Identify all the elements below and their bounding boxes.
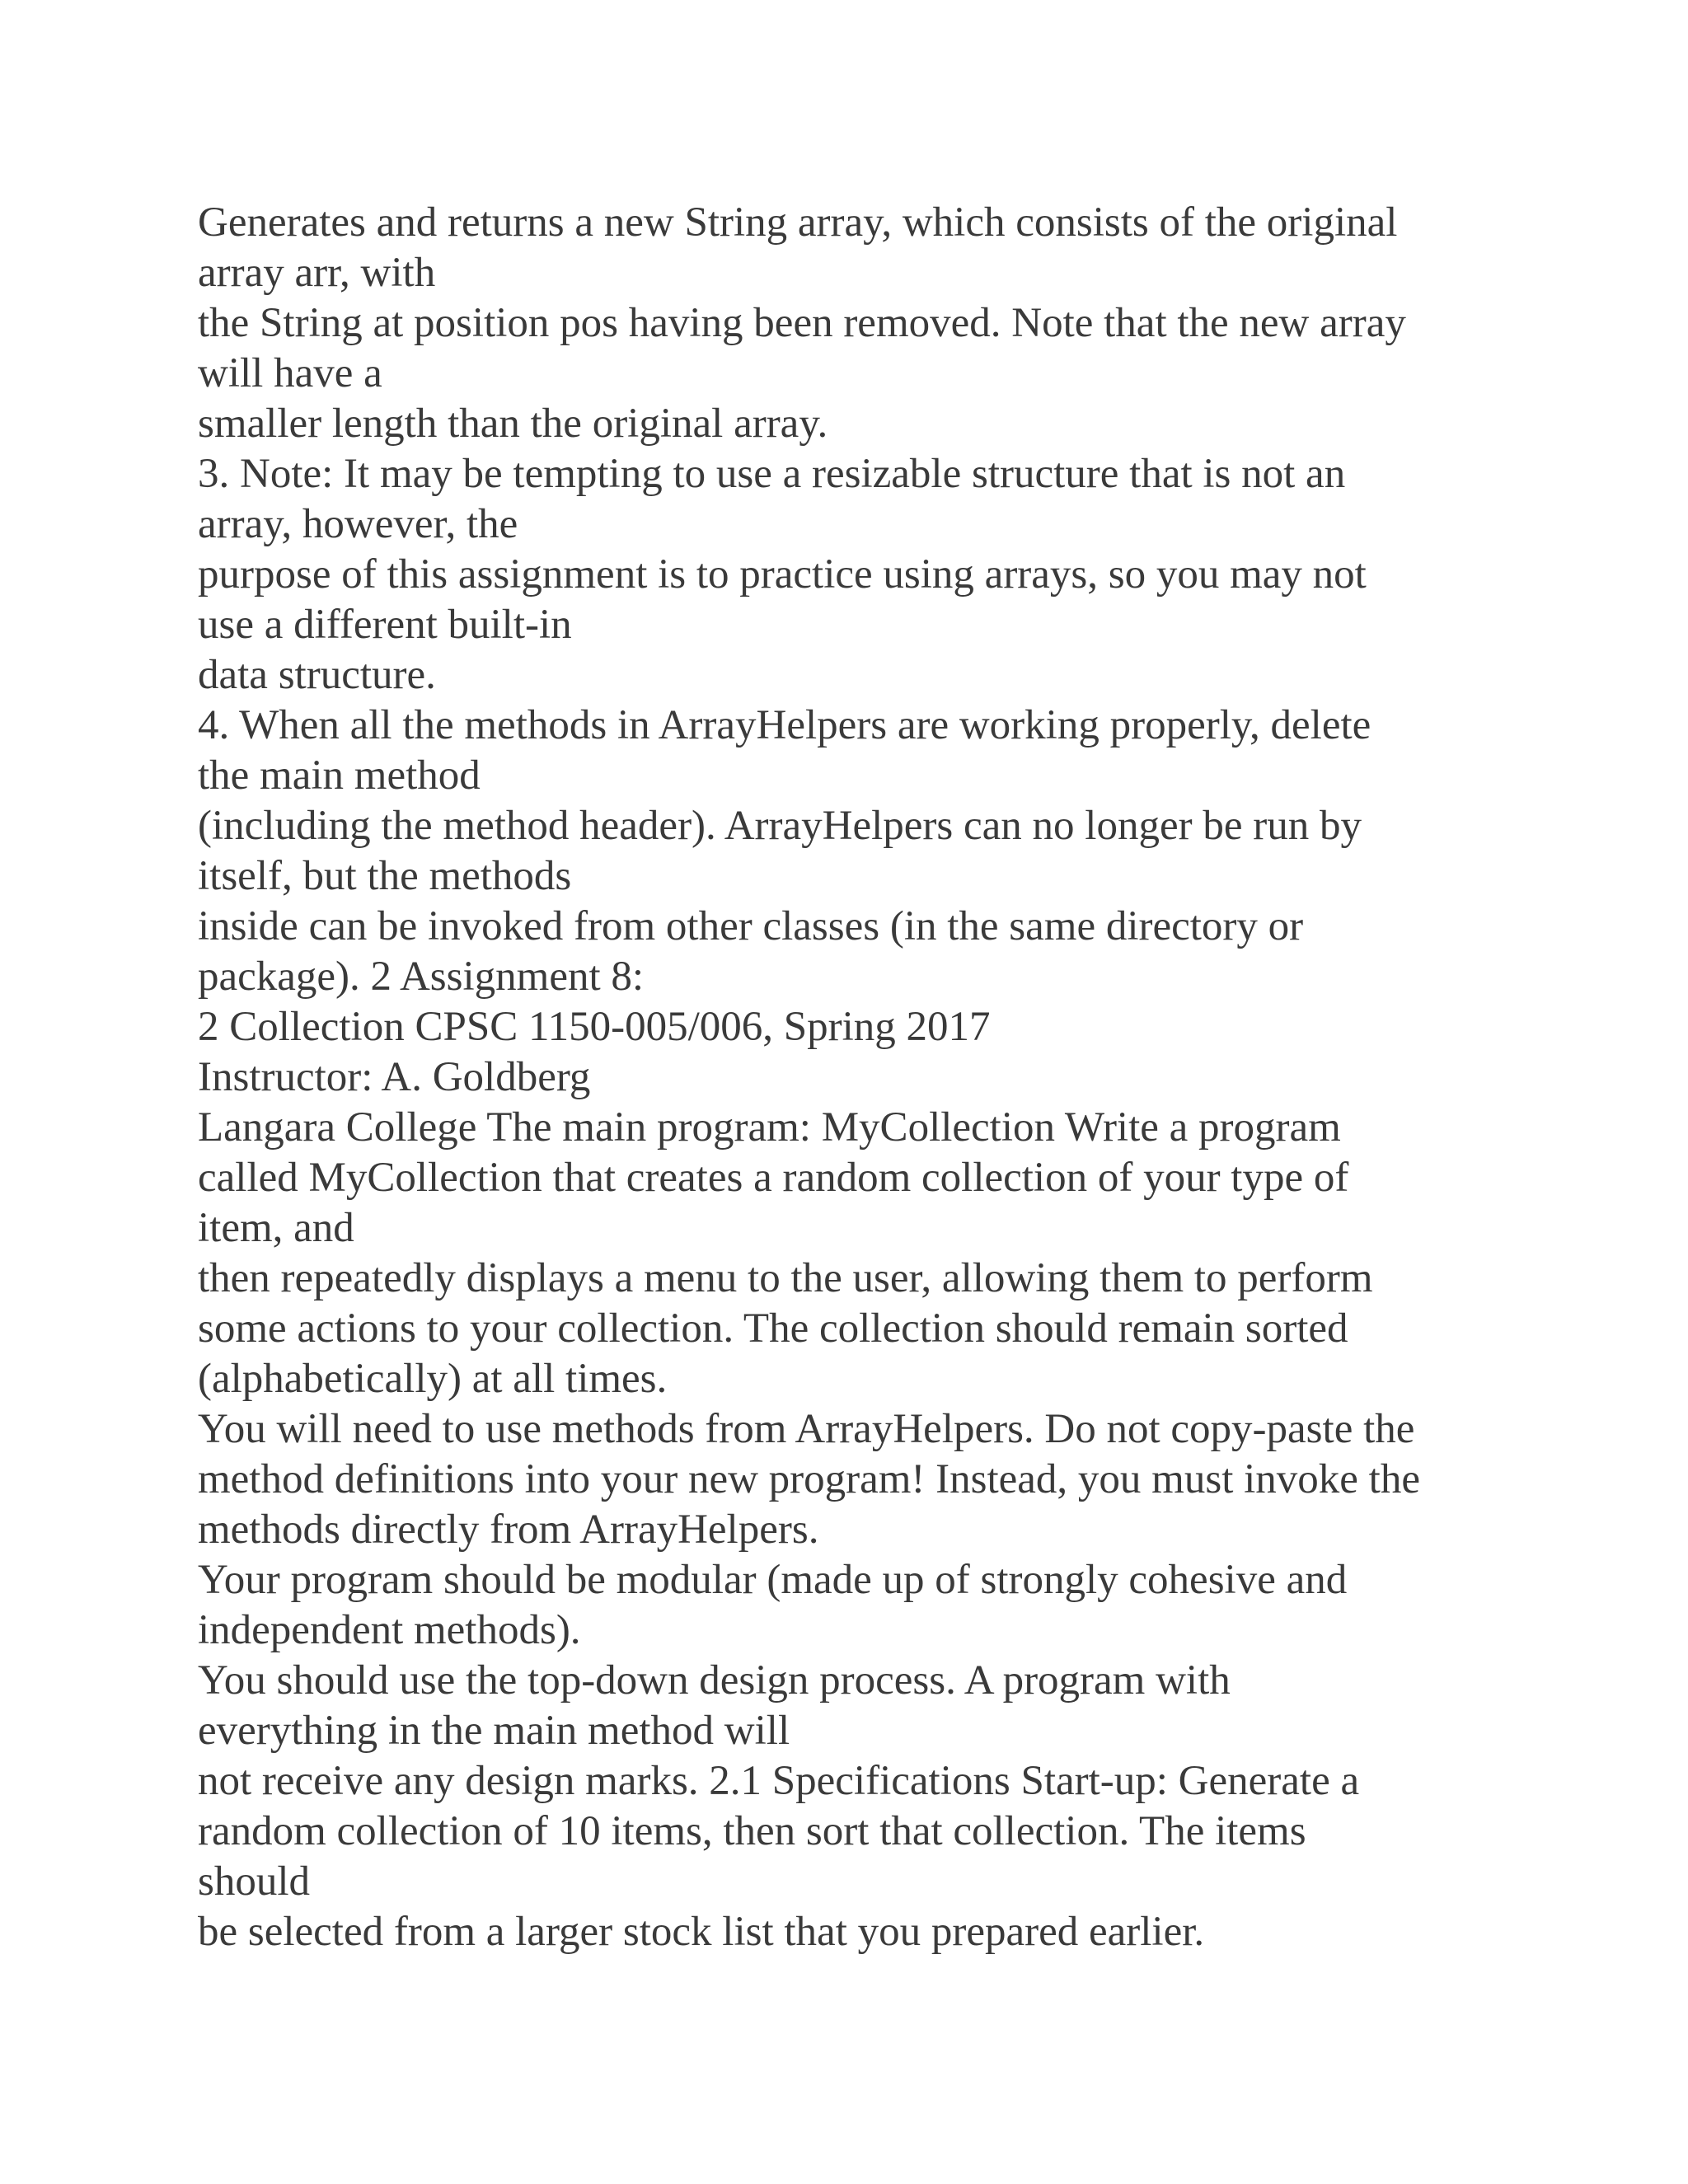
text-line: Generates and returns a new String array, which consists of the original	[198, 199, 1398, 246]
text-line: method definitions into your new program! Instead, you must invoke the	[198, 1456, 1420, 1502]
text-line: should	[198, 1858, 311, 1905]
text-line: 2 Collection CPSC 1150-005/006, Spring 2017	[198, 1004, 991, 1050]
text-line: array arr, with	[198, 250, 436, 296]
text-line: data structure.	[198, 652, 436, 698]
text-line: You will need to use methods from ArrayHelpers. Do not copy-paste the	[198, 1406, 1415, 1452]
text-line: Instructor: A. Goldberg	[198, 1054, 591, 1100]
text-line: purpose of this assignment is to practice using arrays, so you may not	[198, 551, 1367, 598]
text-line: Langara College The main program: MyCollection Write a program	[198, 1104, 1341, 1151]
text-line: smaller length than the original array.	[198, 401, 828, 447]
text-line: 4. When all the methods in ArrayHelpers are working properly, delete	[198, 702, 1372, 748]
text-line: random collection of 10 items, then sort that collection. The items	[198, 1808, 1306, 1854]
text-line: itself, but the methods	[198, 853, 572, 899]
text-line: inside can be invoked from other classes (in the same directory or	[198, 903, 1304, 949]
text-line: package). 2 Assignment 8:	[198, 954, 645, 1000]
text-line: (alphabetically) at all times.	[198, 1356, 668, 1402]
document-body	[198, 198, 1517, 1957]
text-line: 3. Note: It may be tempting to use a resizable structure that is not an	[198, 451, 1346, 497]
text-line: Your program should be modular (made up of strongly cohesive and	[198, 1557, 1348, 1603]
text-line: (including the method header). ArrayHelpers can no longer be run by	[198, 803, 1362, 849]
text-line: use a different built-in	[198, 602, 572, 648]
text-line: array, however, the	[198, 501, 518, 547]
text-line: the main method	[198, 752, 481, 799]
text-line: You should use the top-down design process. A program with	[198, 1657, 1231, 1704]
text-line: called MyCollection that creates a random collection of your type of	[198, 1155, 1349, 1201]
text-line: some actions to your collection. The collection should remain sorted	[198, 1305, 1348, 1352]
text-line: everything in the main method will	[198, 1708, 790, 1754]
text-line: then repeatedly displays a menu to the user, allowing them to perform	[198, 1255, 1373, 1301]
text-line: independent methods).	[198, 1607, 581, 1653]
text-line: methods directly from ArrayHelpers.	[198, 1507, 819, 1553]
text-line: will have a	[198, 350, 382, 396]
text-line: the String at position pos having been removed. Note that the new array	[198, 300, 1406, 346]
text-line: item, and	[198, 1205, 354, 1251]
text-line: not receive any design marks. 2.1 Specifications Start-up: Generate a	[198, 1758, 1360, 1804]
text-line: be selected from a larger stock list that you prepared earlier.	[198, 1909, 1205, 1955]
